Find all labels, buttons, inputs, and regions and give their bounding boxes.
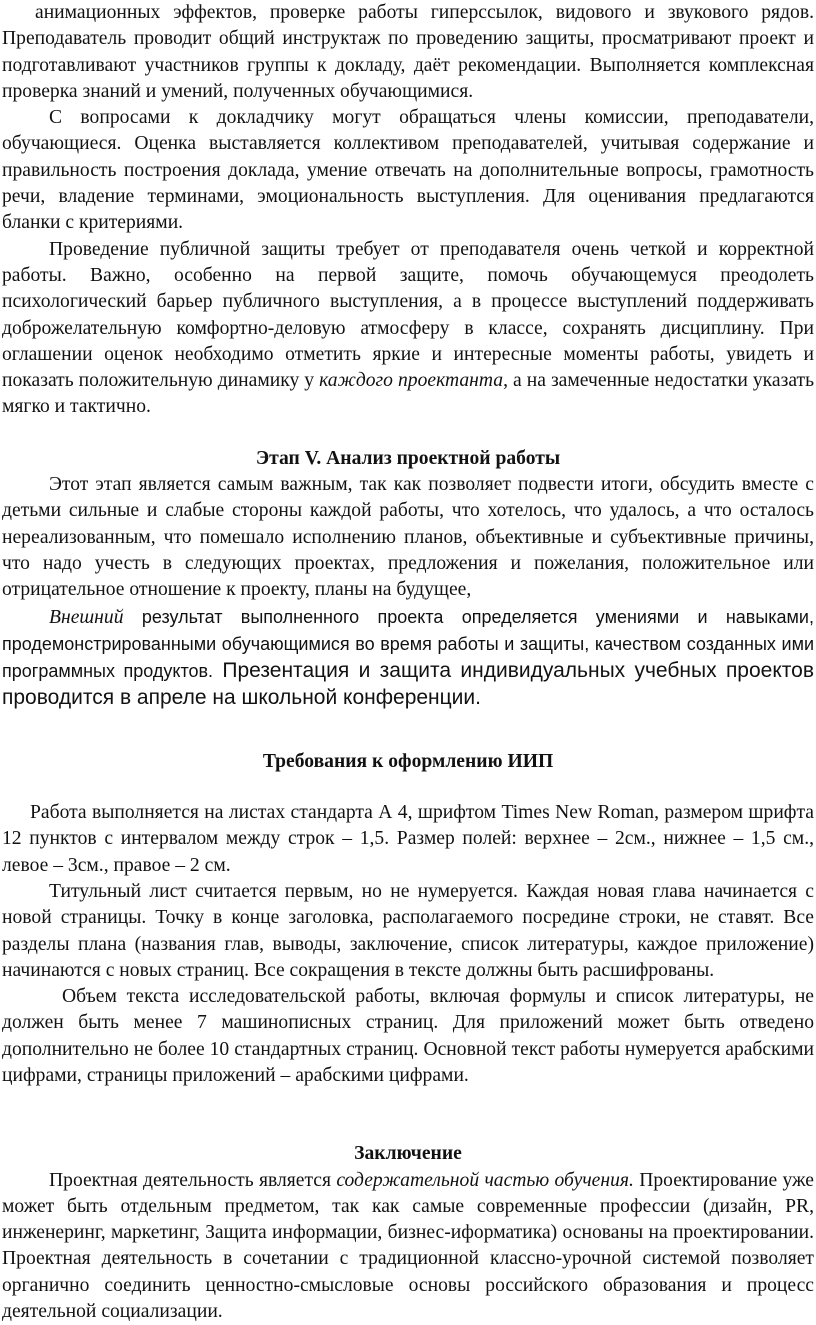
paragraph-external-result bbox=[2, 604, 814, 713]
paragraph-format-rules: Работа выполняется на листах стандарта А 4, шрифтом Times New Roman, размером шрифта 12 пунктов с интервалом между строк – 1,5. Размер полей: верхнее – 2см., нижнее – 1,5 см., левое – 3см., правое – 2 см. bbox=[2, 802, 814, 876]
paragraph-title-page: Титульный лист считается первым, но не нумеруется. Каждая новая глава начинается с новой страницы. Точку в конце заголовка, располагаемого посредине строки, не ставят. Все разделы плана (названия глав, выводы, заключение, список литературы, каждое приложение) начинаются с новых страниц. Все сокращения в тексте должны быть расшифрованы. bbox=[2, 880, 814, 981]
italic-run: каждого проектанта bbox=[319, 370, 504, 392]
text-run: Проведение публичной защиты требует от преподавателя очень четкой и корректной работы. Важно, особенно на первой защите, помочь обучающемуся преодолеть психологический барьер публичного выступления, а в процессе выступлений поддерживать доброжелательную комфортно-деловую атмосферу в классе, сохранять дисциплину. При оглашении оценок необходимо отметить яркие и интересные моменты работы, увидеть и показать положительную динамику у bbox=[2, 238, 814, 392]
text-run: Проектная деятельность является bbox=[49, 1169, 337, 1191]
text-run-sans: результат выполненного проекта определяется умениями и навыками, продемонстрированными обучающимися во время работы и защиты, качеством созданных ими программных продуктов. bbox=[2, 606, 814, 682]
italic-run: Внешний bbox=[49, 606, 124, 628]
italic-run: содержательной частью обучения. bbox=[336, 1169, 634, 1191]
spacer bbox=[2, 1089, 814, 1141]
paragraph-questions: С вопросами к докладчику могут обращаться члены комиссии, преподаватели, обучающиеся. Оценка выставляется коллективом преподавателей, учитывая содержание и правильность построения доклада, умение отвечать на дополнительные вопросы, грамотность речи, владение терминами, эмоциональность выступления. Для оценивания предлагаются бланки с критериями. bbox=[2, 107, 814, 234]
text-run-sans-large: Презентация и защита индивидуальных учебных проектов проводится в апреле на школьной конференции. bbox=[2, 659, 814, 710]
spacer bbox=[2, 421, 814, 446]
paragraph-volume: Объем текста исследовательской работы, включая формулы и список литературы, не должен быть менее 7 машинописных страниц. Для приложений может быть отведено дополнительно не более 10 стандартных страниц. Основной текст работы нумеруется арабскими цифрами, страницы приложений – арабскими цифрами. bbox=[2, 986, 814, 1086]
spacer bbox=[2, 775, 814, 800]
text-run: , а на замеченные недостатки указать мягко и тактично. bbox=[2, 370, 815, 418]
section-heading-conclusion: Заключение bbox=[354, 1143, 462, 1165]
paragraph-conclusion bbox=[2, 1168, 814, 1325]
text-run: Проектирование уже может быть отдельным предметом, так как самые современные профессии (дизайн, PR, инженеринг, маркетинг, Защита информации, бизнес-иформатика) основаны на проектировании. Проектная деятельность в сочетании с традиционной классно-урочной системой позволяет органично соединить ценностно-смысловые основы российского образования и процесс деятельной социализации. bbox=[2, 1169, 814, 1323]
paragraph-stage5-analysis: Этот этап является самым важным, так как позволяет подвести итоги, обсудить вместе с детьми сильные и слабые стороны каждой работы, что хотелось, что удалось, а что осталось нереализованным, что помешало исполнению планов, объективные и субъективные причины, что надо учесть в следующих проектах, предложения и пожелания, положительное или отрицательное отношение к проекту, планы на будущее, bbox=[2, 474, 814, 601]
paragraph-public-defense bbox=[2, 237, 814, 421]
paragraph-defense-prep: анимационных эффектов, проверке работы гиперссылок, видового и звукового рядов. Преподаватель проводит общий инструктаж по проведению защиты, просматривают проект и подготавливают участников группы к докладу, даёт рекомендации. Выполняется комплексная проверка знаний и умений, полученных обучающимися. bbox=[2, 2, 814, 102]
spacer bbox=[2, 713, 814, 749]
section-heading-requirements: Требования к оформлению ИИП bbox=[262, 750, 554, 772]
section-heading-stage5: Этап V. Анализ проектной работы bbox=[255, 447, 561, 469]
